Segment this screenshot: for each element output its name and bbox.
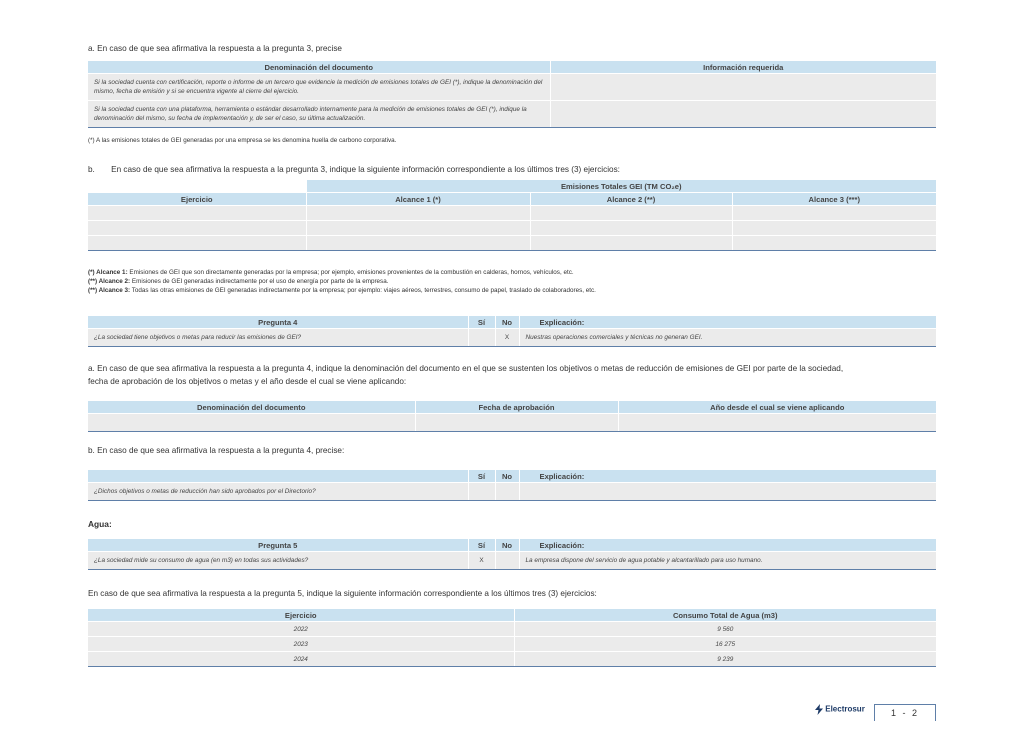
col-header: Información requerida: [550, 61, 936, 74]
table-row: [88, 637, 936, 652]
q3-a-footnote: (*) A las emisiones totales de GEI generadas por una empresa se les denomina huella de carbono corporativa.: [88, 137, 397, 144]
col-header: [88, 470, 468, 483]
table-cell[interactable]: [530, 206, 732, 221]
table-cell[interactable]: [530, 236, 732, 251]
no-cell[interactable]: X: [495, 329, 519, 347]
question-cell: ¿Dichos objetivos o metas de reducción han sido aprobados por el Directorio?: [88, 483, 468, 501]
table-row: [88, 236, 936, 251]
si-cell[interactable]: X: [468, 552, 495, 570]
value-cell: 9 560: [514, 622, 936, 637]
explanation-cell[interactable]: [519, 483, 936, 501]
table-row: [88, 652, 936, 667]
brand-logo: [815, 704, 865, 715]
table-cell[interactable]: [306, 206, 530, 221]
col-header: Año desde el cual se viene aplicando: [618, 401, 936, 414]
q4-b-intro: b. En caso de que sea afirmativa la respuesta a la pregunta 4, precise:: [88, 446, 345, 455]
table-cell: Si la sociedad cuenta con una plataforma, herramienta o estándar desarrollado internamente para la medición de emisiones totales de GEI (*), indique la denominación del mismo, su fecha de implementación y, de ser el caso, su última actualización.: [88, 101, 550, 128]
col-header: Denominación del documento: [88, 401, 415, 414]
col-header: Alcance 2 (**): [530, 193, 732, 206]
value-cell: 9 239: [514, 652, 936, 667]
col-header: Explicación:: [519, 539, 936, 552]
table-row: [88, 74, 936, 101]
table-row: [88, 414, 936, 432]
explanation-cell[interactable]: Nuestras operaciones comerciales y técnicas no generan GEI.: [519, 329, 936, 347]
question-cell: ¿La sociedad mide su consumo de agua (en m3) en todas sus actividades?: [88, 552, 468, 570]
table-cell[interactable]: [415, 414, 618, 432]
q4-a-intro: a. En caso de que sea afirmativa la respuesta a la pregunta 4, indique la denominación del documento en el que se sustenten los objetivos o metas de reducción de emisiones de GEI por parte de la sociedad, fecha de aprobación de los objetivos o metas y el año desde el cual se viene aplicando:: [88, 364, 844, 386]
explanation-cell[interactable]: La empresa dispone del servicio de agua potable y alcantarillado para uso humano.: [519, 552, 936, 570]
q3-table-b: [88, 180, 936, 251]
value-cell: 16 275: [514, 637, 936, 652]
lightning-bolt-icon: [815, 704, 823, 715]
q3-b-prefix: b.: [88, 165, 95, 174]
col-header: Sí: [468, 316, 495, 329]
table-row: [88, 552, 936, 570]
year-cell: 2023: [88, 637, 514, 652]
col-header: Denominación del documento: [88, 61, 550, 74]
table-row: [88, 483, 936, 501]
table-cell[interactable]: [732, 236, 936, 251]
table-cell[interactable]: [550, 101, 936, 128]
table-cell[interactable]: [88, 221, 306, 236]
table-row: [88, 206, 936, 221]
col-header: Alcance 1 (*): [306, 193, 530, 206]
col-header: Ejercicio: [88, 609, 514, 622]
q4-table-a: [88, 401, 936, 432]
alcance-3-note: (**) Alcance 3: Todas las otras emisiones de GEI generadas indirectamente por la empresa; por ejemplo: viajes aéreos, terrestres, consumo de papel, traslado de colaboradores, etc.: [88, 287, 596, 294]
col-header: Pregunta 4: [88, 316, 468, 329]
page-number: 1 - 2: [874, 704, 936, 721]
alcance-notes: [88, 268, 596, 295]
question-cell: ¿La sociedad tiene objetivos o metas para reducir las emisiones de GEI?: [88, 329, 468, 347]
table-cell[interactable]: [550, 74, 936, 101]
table-cell[interactable]: [88, 414, 415, 432]
table-cell[interactable]: [732, 221, 936, 236]
col-header: No: [495, 470, 519, 483]
q4-table: [88, 316, 936, 347]
col-header: Sí: [468, 470, 495, 483]
q3-a-intro: a. En caso de que sea afirmativa la respuesta a la pregunta 3, precise: [88, 44, 342, 53]
table-cell: Si la sociedad cuenta con certificación, reporte o informe de un tercero que evidencie la medición de emisiones totales de GEI (*), indique la denominación del mismo, fecha de emisión y si se encuentra vigente al cierre del ejercicio.: [88, 74, 550, 101]
table-cell[interactable]: [306, 236, 530, 251]
alcance-2-note: (**) Alcance 2: Emisiones de GEI generadas indirectamente por el uso de energía por parte de la empresa.: [88, 278, 389, 285]
consumo-agua-table: [88, 609, 936, 667]
alcance-1-note: (*) Alcance 1: Emisiones de GEI que son directamente generadas por la empresa; por ejemplo, emisiones provenientes de la combustión en calderas, hornos, vehículos, etc.: [88, 269, 574, 276]
year-cell: 2022: [88, 622, 514, 637]
si-cell[interactable]: [468, 329, 495, 347]
year-cell: 2024: [88, 652, 514, 667]
agua-intro: En caso de que sea afirmativa la respuesta a la pregunta 5, indique la siguiente información correspondiente a los últimos tres (3) ejercicios:: [88, 589, 597, 598]
col-header: Consumo Total de Agua (m3): [514, 609, 936, 622]
col-header: Fecha de aprobación: [415, 401, 618, 414]
col-header: Alcance 3 (***): [732, 193, 936, 206]
q3-table-a: [88, 61, 936, 128]
col-header: Explicación:: [519, 470, 936, 483]
no-cell[interactable]: [495, 483, 519, 501]
q4-table-b: [88, 470, 936, 501]
table-row: [88, 221, 936, 236]
table-cell[interactable]: [88, 206, 306, 221]
table-cell[interactable]: [306, 221, 530, 236]
emisiones-group-header: Emisiones Totales GEI (TM CO₂e): [306, 180, 936, 193]
col-header: No: [495, 539, 519, 552]
table-row: [88, 101, 936, 128]
no-cell[interactable]: [495, 552, 519, 570]
brand-name: Electrosur: [825, 704, 865, 714]
table-cell[interactable]: [530, 221, 732, 236]
q5-table: [88, 539, 936, 570]
agua-section-title: Agua:: [88, 519, 112, 529]
q3-b-text: En caso de que sea afirmativa la respuesta a la pregunta 3, indique la siguiente información correspondiente a los últimos tres (3) ejercicios:: [111, 165, 620, 174]
table-row: [88, 329, 936, 347]
col-header: Pregunta 5: [88, 539, 468, 552]
table-cell[interactable]: [732, 206, 936, 221]
table-row: [88, 622, 936, 637]
table-cell[interactable]: [88, 236, 306, 251]
q3-b-intro: [88, 163, 620, 176]
col-header: No: [495, 316, 519, 329]
col-header: Sí: [468, 539, 495, 552]
col-header: Ejercicio: [88, 193, 306, 206]
col-header: Explicación:: [519, 316, 936, 329]
table-cell[interactable]: [618, 414, 936, 432]
si-cell[interactable]: [468, 483, 495, 501]
